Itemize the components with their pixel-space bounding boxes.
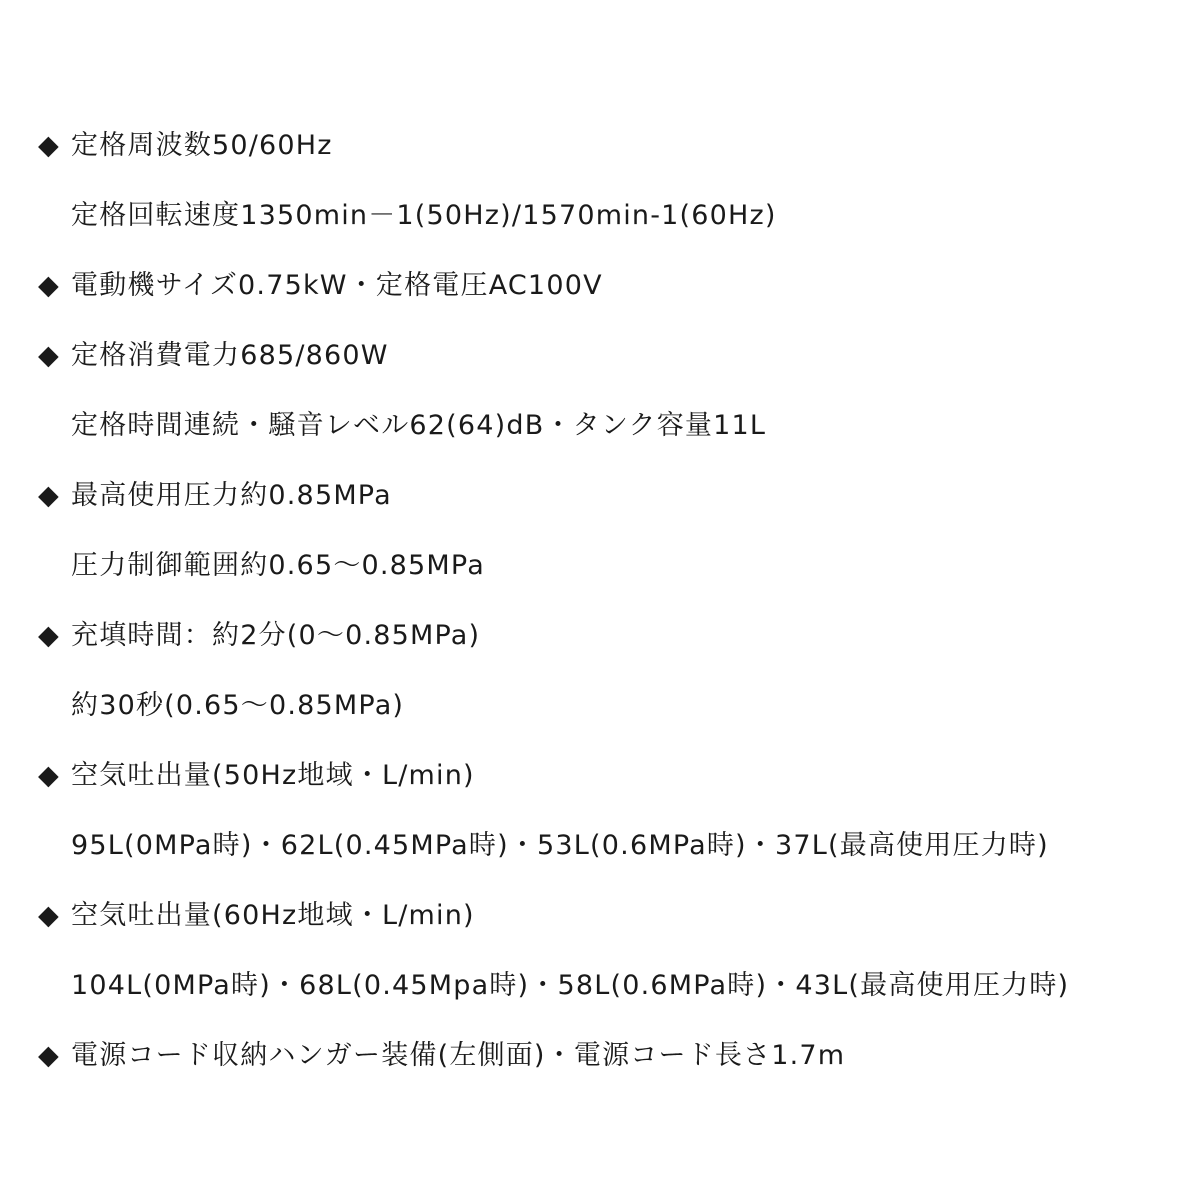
spec-subline (38, 960, 1188, 1030)
diamond-bullet-icon: ◆ (38, 1040, 59, 1071)
spec-line (38, 610, 1188, 680)
diamond-bullet-icon: ◆ (38, 130, 59, 161)
spec-text: 空気吐出量(50Hz地域・L/min) (71, 760, 475, 791)
spec-text: 95L(0MPa時)・62L(0.45MPa時)・53L(0.6MPa時)・37L(最高使用圧力時) (71, 830, 1049, 861)
spec-list (38, 120, 1188, 1100)
spec-line (38, 330, 1188, 400)
spec-subline (38, 190, 1188, 260)
spec-line (38, 470, 1188, 540)
spec-text: 電動機サイズ0.75kW・定格電圧AC100V (71, 270, 603, 301)
spec-text: 定格回転速度1350min－1(50Hz)/1570min-1(60Hz) (71, 200, 777, 231)
spec-text: 約30秒(0.65～0.85MPa) (71, 690, 405, 721)
diamond-bullet-icon: ◆ (38, 340, 59, 371)
diamond-bullet-icon: ◆ (38, 620, 59, 651)
spec-text: 圧力制御範囲約0.65～0.85MPa (71, 550, 485, 581)
spec-subline (38, 540, 1188, 610)
spec-text: 104L(0MPa時)・68L(0.45Mpa時)・58L(0.6MPa時)・43L(最高使用圧力時) (71, 970, 1070, 1001)
diamond-bullet-icon: ◆ (38, 760, 59, 791)
spec-text: 電源コード収納ハンガー装備(左側面)・電源コード長さ1.7m (71, 1040, 846, 1071)
diamond-bullet-icon: ◆ (38, 270, 59, 301)
diamond-bullet-icon: ◆ (38, 480, 59, 511)
spec-text: 充填時間：約2分(0～0.85MPa) (71, 620, 481, 651)
spec-line (38, 260, 1188, 330)
spec-line (38, 890, 1188, 960)
spec-subline (38, 400, 1188, 470)
spec-line (38, 750, 1188, 820)
spec-text: 定格周波数50/60Hz (71, 130, 333, 161)
spec-line (38, 120, 1188, 190)
spec-line (38, 1030, 1188, 1100)
spec-text: 最高使用圧力約0.85MPa (71, 480, 392, 511)
spec-subline (38, 820, 1188, 890)
diamond-bullet-icon: ◆ (38, 900, 59, 931)
spec-text: 空気吐出量(60Hz地域・L/min) (71, 900, 475, 931)
spec-subline (38, 680, 1188, 750)
spec-text: 定格消費電力685/860W (71, 340, 389, 371)
spec-text: 定格時間連続・騒音レベル62(64)dB・タンク容量11L (71, 410, 767, 441)
